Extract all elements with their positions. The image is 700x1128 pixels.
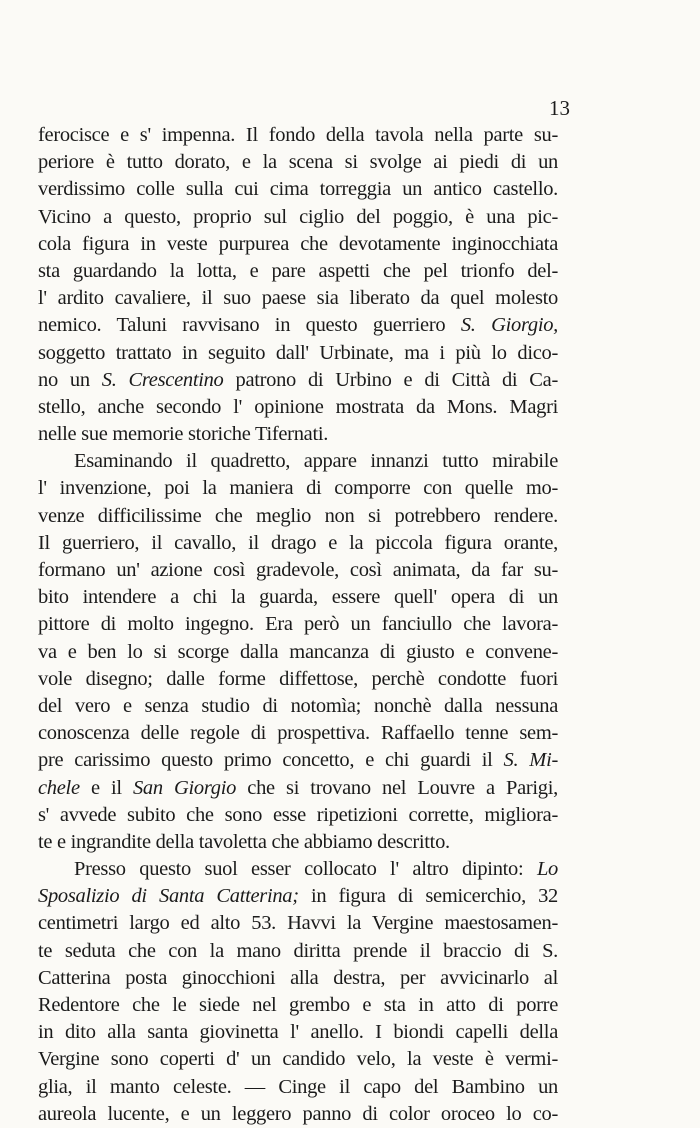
text-segment: glia, il manto celeste. — Cinge il capo del Bambino un [38, 1075, 558, 1098]
text-line [38, 367, 558, 394]
italic-title: chele [38, 776, 80, 799]
text-segment: soggetto trattato in seguito dall' Urbinate, ma i più lo dico- [38, 341, 558, 364]
text-line [38, 611, 558, 638]
text-segment: venze difficilissime che meglio non si potrebbero rendere. [38, 504, 558, 527]
text-segment: s' avvede subito che sono esse ripetizioni corrette, migliora- [38, 803, 558, 826]
text-line [38, 231, 558, 258]
text-line [38, 475, 558, 502]
italic-title: Sposalizio di Santa Catterina; [38, 885, 299, 908]
page-number: 13 [549, 96, 570, 120]
text-segment: verdissimo colle sulla cui cima torreggia un antico castello. [38, 178, 558, 201]
text-segment: te e ingrandite della tavoletta che abbiamo descritto. [38, 830, 450, 853]
text-line [38, 176, 558, 203]
text-line [38, 557, 558, 584]
text-segment: sta guardando la lotta, e pare aspetti che pel trionfo del- [38, 259, 558, 282]
text-segment: Esaminando il quadretto, appare innanzi tutto mirabile [74, 450, 558, 473]
text-line [38, 122, 558, 149]
text-segment: va e ben lo si scorge dalla mancanza di giusto e convene- [38, 640, 558, 663]
text-line [38, 285, 558, 312]
body-text [38, 122, 558, 1128]
text-segment: cola figura in veste purpurea che devotamente inginocchiata [38, 232, 558, 255]
text-line [38, 394, 558, 421]
text-line [38, 149, 558, 176]
text-line [38, 910, 558, 937]
text-line [38, 856, 558, 883]
text-segment: stello, anche secondo l' opinione mostrata da Mons. Magri [38, 395, 558, 418]
text-line [38, 1046, 558, 1073]
text-line [38, 1019, 558, 1046]
text-segment: patrono di Urbino e di Città di Ca- [223, 368, 559, 391]
text-line [38, 747, 558, 774]
text-segment: Presso questo suol esser collocato l' altro dipinto: [74, 858, 537, 881]
text-segment: nelle sue memorie storiche Tifernati. [38, 423, 329, 446]
text-line [38, 1101, 558, 1128]
text-line [38, 802, 558, 829]
text-segment: che si trovano nel Louvre a Parigi, [236, 776, 558, 799]
text-segment: vole disegno; dalle forme diffettose, perchè condotte fuori [38, 667, 558, 690]
text-line [38, 965, 558, 992]
text-segment: Vergine sono coperti d' un candido velo, la veste è vermi- [38, 1048, 558, 1071]
text-line [38, 883, 558, 910]
text-segment: centimetri largo ed alto 53. Havvi la Vergine maestosamen- [38, 912, 558, 935]
text-segment: pre carissimo questo primo concetto, e chi guardi il [38, 749, 504, 772]
text-segment: e il [79, 776, 133, 799]
text-line [38, 204, 558, 231]
text-line [38, 1074, 558, 1101]
text-segment: Il guerriero, il cavallo, il drago e la piccola figura orante, [38, 531, 558, 554]
text-segment: conoscenza delle regole di prospettiva. Raffaello tenne sem- [38, 722, 558, 745]
text-line [38, 639, 558, 666]
text-segment: no un [38, 368, 102, 391]
text-segment: in figura di semicerchio, 32 [298, 885, 558, 908]
italic-title: S. Mi- [503, 749, 558, 772]
text-segment: formano un' azione così gradevole, così animata, da far su- [38, 559, 558, 581]
text-segment: del vero e senza studio di notomìa; nonchè dalla nessuna [38, 694, 558, 717]
text-segment: in dito alla santa giovinetta l' anello. I biondi capelli della [38, 1021, 558, 1044]
italic-title: S. Crescentino [101, 368, 224, 391]
text-line [38, 258, 558, 285]
text-line [38, 448, 558, 475]
text-segment: l' invenzione, poi la maniera di comporre con quelle mo- [38, 477, 558, 500]
text-line [38, 938, 558, 965]
text-segment: Catterina posta ginocchioni alla destra, per avvicinarlo al [38, 966, 558, 989]
text-line [38, 584, 558, 611]
text-segment: aureola lucente, e un leggero panno di color oroceo lo co- [38, 1102, 558, 1125]
text-segment: periore è tutto dorato, e la scena si svolge ai piedi di un [38, 151, 558, 174]
text-segment: Vicino a questo, proprio sul ciglio del poggio, è una pic- [38, 205, 558, 228]
text-segment: l' ardito cavaliere, il suo paese sia liberato da quel molesto [38, 287, 558, 310]
text-line [38, 666, 558, 693]
italic-title: San Giorgio [132, 776, 237, 799]
text-line [38, 312, 558, 339]
text-line [38, 992, 558, 1019]
text-line [38, 503, 558, 530]
italic-title: S. Giorgio, [460, 314, 558, 337]
text-line [38, 530, 558, 557]
text-segment: pittore di molto ingegno. Era però un fanciullo che lavora- [38, 613, 558, 636]
text-line [38, 829, 558, 856]
text-line [38, 340, 558, 367]
text-line [38, 421, 558, 448]
text-segment: nemico. Taluni ravvisano in questo guerriero [38, 314, 461, 337]
text-line [38, 693, 558, 720]
text-segment: Redentore che le siede nel grembo e sta in atto di porre [38, 994, 558, 1016]
text-segment: te seduta che con la mano diritta prende il braccio di S. [38, 939, 558, 962]
text-line [38, 775, 558, 802]
italic-title: Lo [536, 858, 558, 881]
text-segment: bito intendere a chi la guarda, essere quell' opera di un [38, 586, 558, 609]
text-line [38, 720, 558, 747]
text-segment: ferocisce e s' impenna. Il fondo della tavola nella parte su- [38, 124, 558, 146]
